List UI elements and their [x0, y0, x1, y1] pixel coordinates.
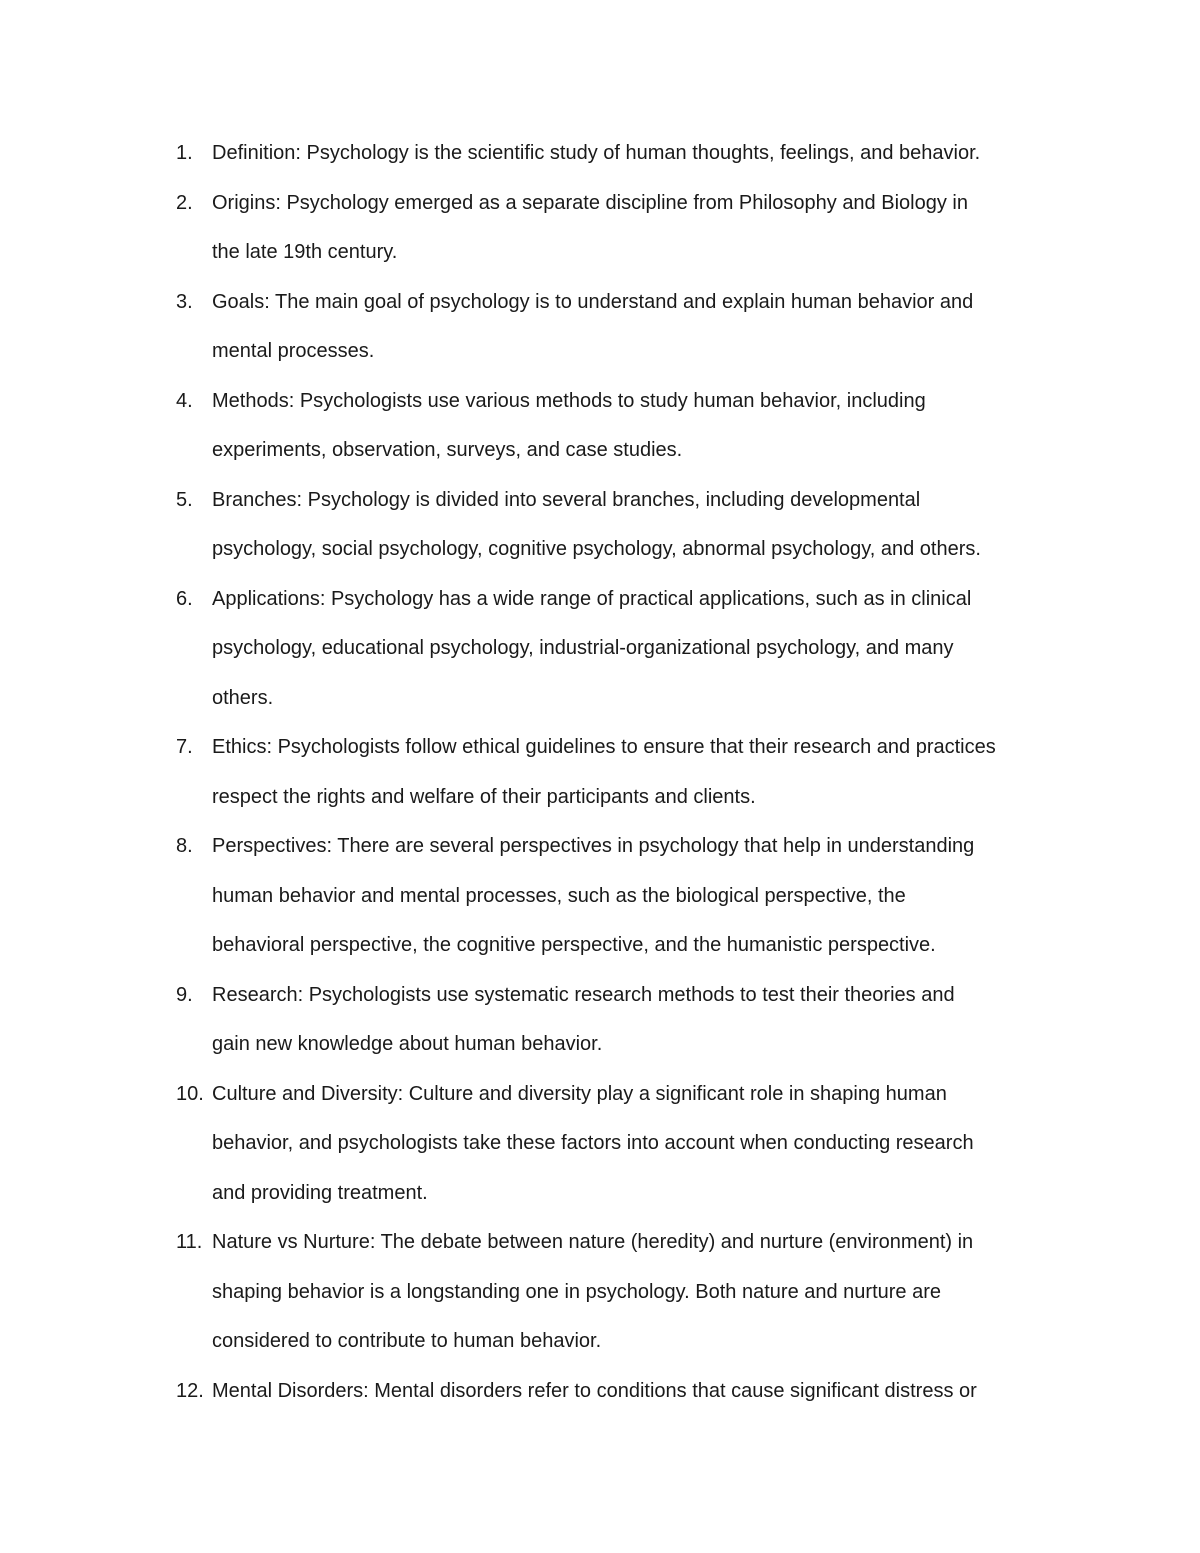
item-number: 7.	[176, 736, 193, 758]
item-text-line: gain new knowledge about human behavior.	[212, 1033, 603, 1055]
item-number: 12.	[176, 1379, 204, 1402]
item-text-line: Ethics: Psychologists follow ethical guidelines to ensure that their research and practices	[212, 736, 996, 758]
item-number: 9.	[176, 983, 193, 1006]
item-text-line: Culture and Diversity: Culture and diversity play a significant role in shaping human	[212, 1082, 947, 1105]
item-number: 5.	[176, 488, 193, 511]
item-text-line: Applications: Psychology has a wide range of practical applications, such as in clinical	[212, 587, 972, 610]
item-text-line: respect the rights and welfare of their participants and clients.	[212, 785, 756, 808]
list-item	[0, 129, 1200, 179]
item-text-line: behavioral perspective, the cognitive perspective, and the humanistic perspective.	[212, 934, 936, 956]
list-item	[0, 1070, 1200, 1219]
item-number: 4.	[176, 389, 193, 412]
item-text-line: experiments, observation, surveys, and case studies.	[212, 439, 683, 461]
item-text-line: the late 19th century.	[212, 241, 398, 263]
item-number: 11.	[176, 1231, 203, 1253]
list-item	[0, 1218, 1200, 1367]
list-item	[0, 1367, 1200, 1417]
list-item	[0, 971, 1200, 1070]
item-text-line: Research: Psychologists use systematic research methods to test their theories and	[212, 983, 955, 1006]
list-item	[0, 723, 1200, 822]
list-item	[0, 278, 1200, 377]
item-text-line: Goals: The main goal of psychology is to understand and explain human behavior and	[212, 290, 974, 313]
item-text-line: mental processes.	[212, 340, 375, 362]
list-item	[0, 377, 1200, 476]
list-item	[0, 179, 1200, 278]
item-text-line: behavior, and psychologists take these factors into account when conducting research	[212, 1132, 974, 1154]
item-text-line: human behavior and mental processes, such as the biological perspective, the	[212, 884, 906, 907]
list-item	[0, 822, 1200, 971]
item-text-line: Perspectives: There are several perspectives in psychology that help in understanding	[212, 835, 975, 857]
item-text-line: shaping behavior is a longstanding one in psychology. Both nature and nurture are	[212, 1280, 942, 1303]
item-number: 10.	[176, 1082, 204, 1105]
item-number: 6.	[176, 587, 193, 610]
numbered-list	[0, 129, 1200, 1416]
item-text-line: psychology, educational psychology, industrial-organizational psychology, and many	[212, 637, 954, 659]
item-text-line: Origins: Psychology emerged as a separate discipline from Philosophy and Biology in	[212, 191, 968, 214]
item-number: 1.	[176, 142, 193, 164]
list-item	[0, 476, 1200, 575]
item-text-line: psychology, social psychology, cognitive psychology, abnormal psychology, and others.	[212, 538, 981, 560]
list-item	[0, 575, 1200, 724]
item-text-line: Definition: Psychology is the scientific study of human thoughts, feelings, and behavior.	[212, 142, 981, 164]
item-number: 3.	[176, 290, 193, 313]
item-number: 8.	[176, 835, 193, 857]
item-text-line: others.	[212, 686, 274, 709]
item-number: 2.	[176, 191, 193, 214]
item-text-line: Mental Disorders: Mental disorders refer to conditions that cause significant distress or	[212, 1379, 977, 1402]
item-text-line: Nature vs Nurture: The debate between nature (heredity) and nurture (environment) in	[212, 1231, 974, 1253]
item-text-line: considered to contribute to human behavior.	[212, 1330, 602, 1352]
item-text-line: Methods: Psychologists use various methods to study human behavior, including	[212, 389, 926, 412]
item-text-line: and providing treatment.	[212, 1181, 428, 1204]
item-text-line: Branches: Psychology is divided into several branches, including developmental	[212, 488, 921, 511]
